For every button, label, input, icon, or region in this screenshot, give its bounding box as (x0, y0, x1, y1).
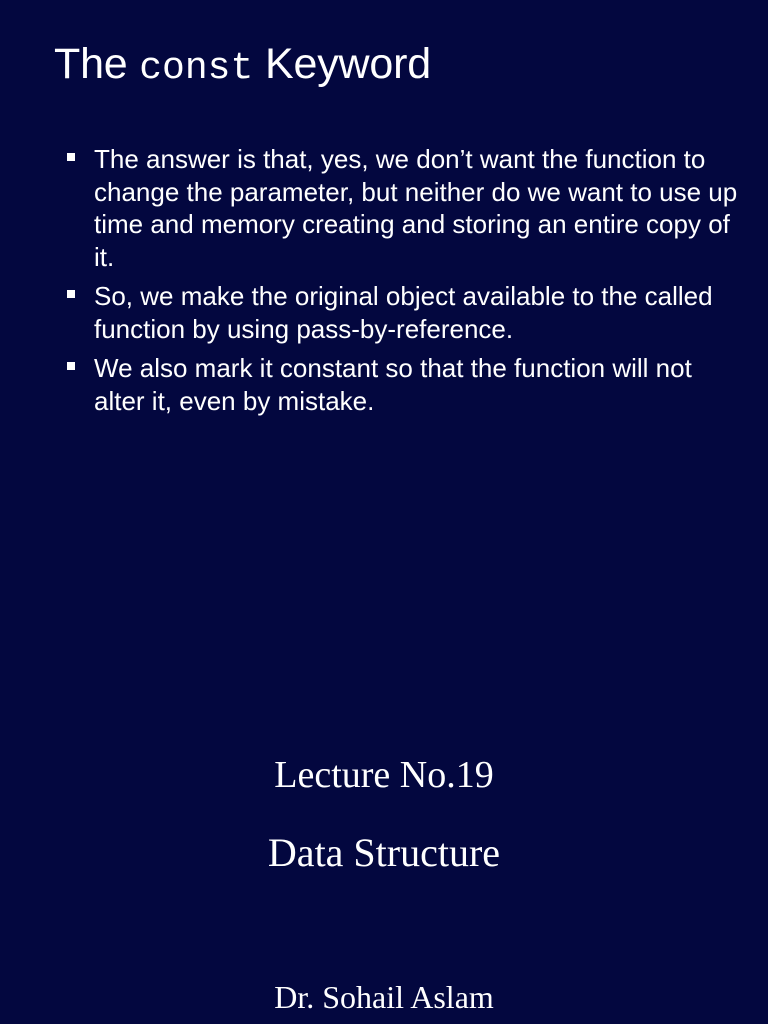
bullet-text: We also mark it constant so that the function will not alter it, even by mistake. (94, 353, 692, 416)
title-code-keyword: const (139, 47, 254, 90)
bullet-item (66, 280, 746, 345)
square-bullet-icon (67, 362, 75, 370)
title-suffix: Keyword (265, 40, 431, 88)
bullet-text: So, we make the original object available to the called function by using pass-by-reference. (94, 281, 713, 344)
title-prefix: The (54, 40, 128, 88)
course-title: Data Structure (267, 830, 501, 875)
square-bullet-icon (67, 290, 75, 298)
lecture-number: Lecture No.19 (274, 754, 494, 796)
bullet-list (66, 143, 746, 424)
square-bullet-icon (67, 153, 75, 161)
author-name: Dr. Sohail Aslam (274, 979, 494, 1015)
bullet-text: The answer is that, yes, we don’t want the function to change the parameter, but neither do we want to use up time and memory creating and storing an entire copy of it. (94, 144, 738, 272)
bullet-item (66, 352, 746, 417)
slide-title (54, 38, 431, 95)
bullet-item (66, 143, 746, 273)
